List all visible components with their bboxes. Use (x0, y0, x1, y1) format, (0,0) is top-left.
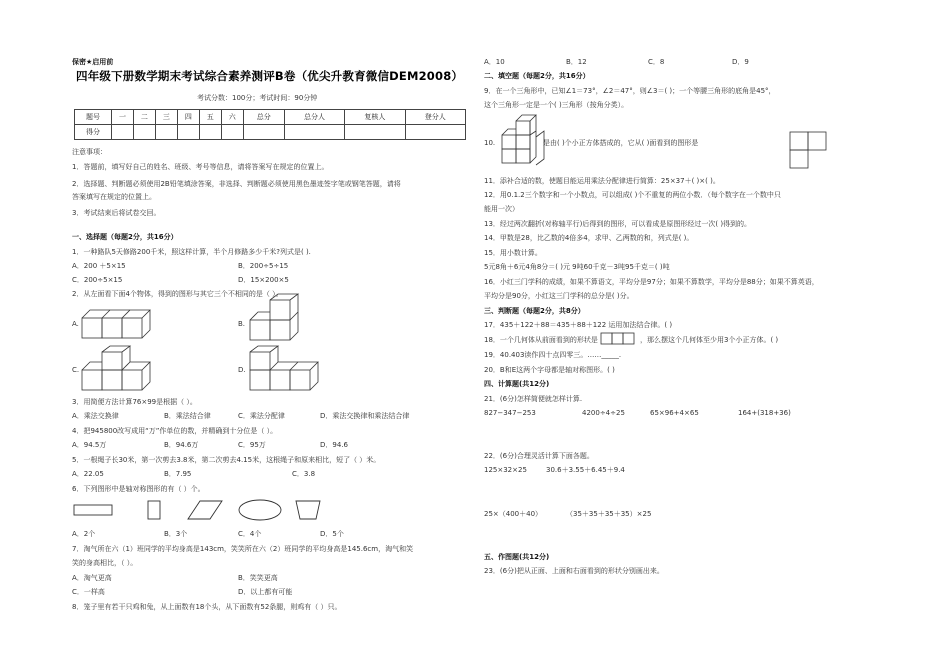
cube-figure-a (82, 306, 154, 342)
option[interactable]: B．笑笑更高 (238, 574, 278, 582)
option[interactable]: C．95万 (238, 441, 266, 449)
option[interactable]: B. (238, 320, 246, 328)
question-20: 20．B和E这两个字母都是轴对称图形。( ) (484, 366, 615, 374)
score-input-cell[interactable] (199, 125, 221, 140)
question-18-cont: ，那么摆这个几何体至少用3个小正方体。( ) (640, 336, 779, 344)
question-16-cont: 平均分是90分，小红这三门学科的总分是( )分。 (484, 292, 634, 300)
score-cell: 得分 (75, 125, 112, 140)
score-cell: 总分 (243, 110, 284, 125)
option[interactable]: C．3.8 (292, 470, 316, 478)
section-heading: 三、判断题（每题2分，共8分） (484, 307, 585, 315)
score-input-cell[interactable] (243, 125, 284, 140)
score-input-cell[interactable] (177, 125, 199, 140)
question-12: 12．用0.1.2三个数字和一个小数点，可以组成( )个不重复的两位小数．（每个数字在一个数中只 (484, 191, 781, 199)
question-7-cont: 笑的身高相比，（ ）。 (72, 559, 138, 567)
section-heading: 一、选择题（每题2分，共16分） (72, 233, 178, 241)
score-cell: 题号 (75, 110, 112, 125)
exam-info: 考试分数：100分；考试时间：90分钟 (197, 94, 318, 102)
option[interactable]: D．15×200×5 (238, 276, 289, 284)
option[interactable]: B．200÷5÷15 (238, 262, 289, 270)
score-cell: 登分人 (405, 110, 465, 125)
option[interactable]: C．200÷5×15 (72, 276, 123, 284)
score-table (74, 109, 466, 140)
question-2: 2．从左面看下面4个物体，得到的图形与其它三个不相同的是（ ）。 (72, 290, 283, 298)
question-10: 是由( )个小正方体搭成的，它从( )面看到的图形是 (543, 139, 699, 147)
question-16: 16．小红三门学科的成绩，如果不算语文，平均分是97分；如果不算数学，平均分是88分；如果不算英语， (484, 278, 819, 286)
question-22: 22．(6分)合理灵活计算下面各题。 (484, 452, 594, 460)
question-7: 7．淘气所在六（1）班同学的平均身高是143cm，笑笑所在六（2）班同学的平均身高是145.6cm，淘气和笑 (72, 545, 414, 553)
option[interactable]: C. (72, 366, 80, 374)
option[interactable]: B．乘法结合律 (164, 412, 211, 420)
option[interactable]: A．10 (484, 58, 505, 66)
page-title: 四年级下册数学期末考试综合素养测评B卷（优尖升教育微信DEM2008） (76, 69, 464, 83)
option[interactable]: A. (72, 320, 79, 328)
question-3: 3．用简便方法计算76×99是根据（ ）。 (72, 398, 197, 406)
question-18: 18．一个几何体从前面看到的形状是 (484, 336, 598, 344)
calc-item: 25×（400＋40） (484, 510, 543, 518)
note-item: 答案填写在规定的位置上。 (72, 193, 156, 201)
cube-figure-d (250, 352, 322, 392)
calc-item: 4200÷4÷25 (582, 409, 625, 417)
score-input-cell[interactable] (112, 125, 134, 140)
option[interactable]: A．淘气更高 (72, 574, 112, 582)
calc-item: 65×96+4×65 (650, 409, 699, 417)
score-input-cell[interactable] (405, 125, 465, 140)
calc-item: 827−347−253 (484, 409, 536, 417)
option[interactable]: C．8 (648, 58, 665, 66)
option[interactable]: C．一样高 (72, 588, 105, 596)
score-cell: 三 (155, 110, 177, 125)
section-heading: 四、计算题(共12分) (484, 380, 550, 388)
note-item: 2．选择题、判断题必须使用2B铅笔填涂答案，非选择、判断题必须使用黑色墨迹签字笔或钢笔答题，请将 (72, 180, 401, 188)
calc-item: （35＋35＋35＋35）×25 (566, 510, 652, 518)
question-13: 13．经过两次翻折(对称轴平行)后得到的图形，可以看成是原图形经过一次( )得到的。 (484, 220, 752, 228)
score-input-cell[interactable] (133, 125, 155, 140)
option[interactable]: A．200 ＋5×15 (72, 262, 126, 270)
option[interactable]: C．4个 (238, 530, 262, 538)
view-grid-figure (790, 132, 830, 172)
score-cell: 一 (112, 110, 134, 125)
score-table-score-row (75, 125, 466, 140)
question-23: 23．(6分)把从正面、上面和右面看到的形状分别画出来。 (484, 567, 664, 575)
option[interactable]: D．9 (732, 58, 749, 66)
calc-item: 30.6＋3.55＋6.45＋9.4 (546, 466, 625, 474)
question-9: 9．在一个三角形中，已知∠1＝73°，∠2＝47°，则∠3＝( )；一个等腰三角形的底角是45°， (484, 87, 776, 95)
section-heading: 五、作图题(共12分) (484, 553, 550, 561)
score-input-cell[interactable] (155, 125, 177, 140)
question-15-body: 5元8角＋6元4角8分＝( )元 9吨60千克－3吨95千克＝( )吨 (484, 263, 670, 271)
calc-item: 164+(318+36) (738, 409, 791, 417)
option[interactable]: C．乘法分配律 (238, 412, 285, 420)
score-input-cell[interactable] (284, 125, 344, 140)
question-17: 17．435＋122＋88＝435＋88＋122 运用加法结合律。( ) (484, 321, 673, 329)
option[interactable]: D. (238, 366, 246, 374)
cube-figure-b (250, 300, 322, 342)
score-cell: 总分人 (284, 110, 344, 125)
cube-figure-c (82, 352, 154, 392)
option[interactable]: A．乘法交换律 (72, 412, 119, 420)
option[interactable]: A．94.5万 (72, 441, 107, 449)
shapes-figure (72, 499, 322, 521)
question-8: 8．笼子里有若干只鸡和兔，从上面数有18个头，从下面数有52条腿，则鸡有（ ）只。 (72, 603, 342, 611)
option[interactable]: B．7.95 (164, 470, 192, 478)
option[interactable]: B．12 (566, 58, 587, 66)
score-cell: 四 (177, 110, 199, 125)
option[interactable]: D．94.6 (320, 441, 348, 449)
score-table-header-row (75, 110, 466, 125)
option[interactable]: D．乘法交换律和乘法结合律 (320, 412, 410, 420)
option[interactable]: D．以上都有可能 (238, 588, 293, 596)
question-21: 21．(6分)怎样简便就怎样计算. (484, 395, 583, 403)
question-11: 11．添补合适的数，使题目能运用乘法分配律进行简算：25×37＋( )×( )。 (484, 177, 720, 185)
option[interactable]: B．94.6万 (164, 441, 199, 449)
score-input-cell[interactable] (345, 125, 405, 140)
option[interactable]: D．5个 (320, 530, 344, 538)
question-15: 15．用小数计算。 (484, 249, 542, 257)
score-cell: 复核人 (345, 110, 405, 125)
front-view-figure (601, 333, 637, 345)
score-cell: 五 (199, 110, 221, 125)
note-item: 1．答题前，填写好自己的姓名、班级、考号等信息，请将答案写在规定的位置上。 (72, 163, 329, 171)
calc-item: 125×32×25 (484, 466, 527, 474)
cube-stack-figure (500, 113, 548, 173)
question-12-cont: 能用一次） (484, 205, 519, 213)
score-cell: 二 (133, 110, 155, 125)
option[interactable]: A．2个 (72, 530, 96, 538)
question-1: 1．一种路队5天修路200千米，照这样计算，半个月修路多少千米?列式是( ). (72, 248, 311, 256)
option[interactable]: A．22.05 (72, 470, 104, 478)
note-item: 3．考试结束后将试卷交回。 (72, 209, 161, 217)
score-cell: 六 (221, 110, 243, 125)
question-6: 6．下列图形中是轴对称图形的有（ ）个。 (72, 485, 205, 493)
question-10-number: 10. (484, 139, 496, 147)
section-heading: 二、填空题（每题2分，共16分） (484, 72, 590, 80)
question-19: 19．40.403读作四十点四零三。……_____. (484, 351, 622, 359)
score-input-cell[interactable] (221, 125, 243, 140)
secret-label: 保密★启用前 (72, 58, 114, 66)
question-14: 14．甲数是28，比乙数的4倍多4，求甲、乙两数的和，列式是( )。 (484, 234, 694, 242)
question-9-cont: 这个三角形一定是一个( )三角形（按角分类）。 (484, 101, 629, 109)
option[interactable]: B．3个 (164, 530, 188, 538)
notes-title: 注意事项： (72, 148, 107, 156)
question-5: 5．一根绳子长30米，第一次剪去3.8米，第二次剪去4.15米，这根绳子和原来相比，短了（ ）米。 (72, 456, 381, 464)
question-4: 4．把945800改写成用“万”作单位的数，并精确到十分位是（ ）。 (72, 427, 278, 435)
